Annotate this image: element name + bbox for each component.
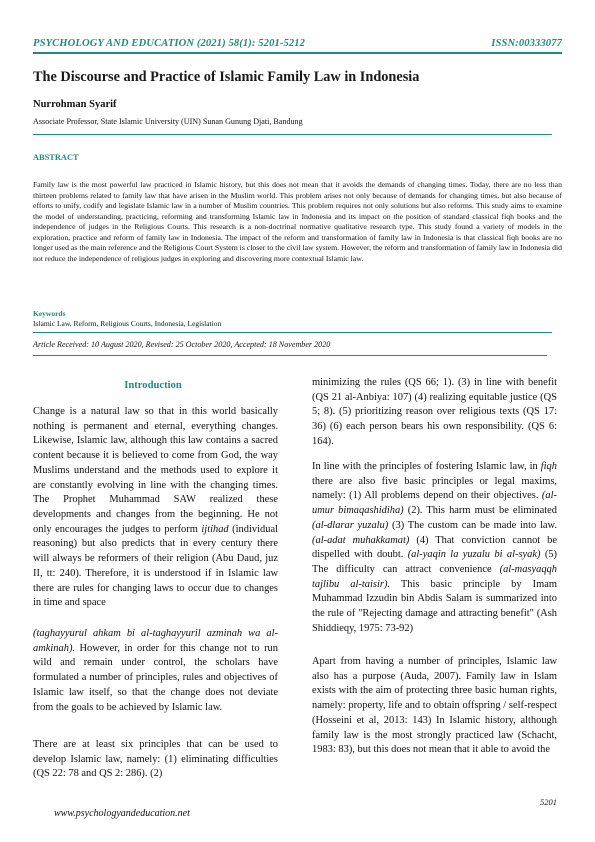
maxim-5: (al-masyaqqh tajlibu al-taisir).	[312, 564, 557, 590]
intro-paragraph-2	[33, 738, 278, 782]
maxim-4: (al-yaqin la yuzalu bi al-syak)	[407, 549, 541, 561]
c2p2-text-c: (2). This harm must be eliminated	[403, 505, 557, 517]
intro-p1-text-c: However, in order for this change not to run wild and remain under control, the scholars have formulated a number of principles, rules and objectives of Islamic law itself, so that the change does not deviate from the goals to be achieved by Islamic law.	[33, 642, 278, 713]
c2p2-text-d: (3) The custom can be made into law.	[388, 519, 557, 531]
introduction-heading: Introduction	[124, 380, 182, 391]
keywords-rule	[33, 332, 552, 333]
article-title: The Discourse and Practice of Islamic Family Law in Indonesia	[33, 69, 420, 85]
maxim-3: (al-adat muhakkamat)	[312, 534, 410, 546]
c2p2-text-e: (4) That conviction cannot be dispelled with doubt.	[312, 534, 557, 561]
intro-p1-text-b: (individual reasoning) but also predicts that in every century there will always be reformers of their religion (Abu Daud, juz II, tt: 240). Therefore, it is understood if in Islamic law there are rules for changing laws to occur due to changes in time and space	[33, 523, 278, 609]
issn: ISSN:00333077	[491, 38, 562, 49]
keywords-text: Islamic Law, Reform, Religious Courts, Indonesia, Legislation	[33, 319, 222, 328]
running-header	[33, 38, 562, 49]
c2p2-text-g: This basic principle by Imam Muhammad Izzudin bin Abdis Salam is summarized into the rule of "Rejecting damage and attracting benefit" (Ash Shiddieqy, 1975: 73-92)	[312, 578, 557, 634]
header-rule	[33, 52, 562, 54]
term-fiqh: fiqh	[540, 461, 557, 472]
legal-maxim-change: (taghayyurul ahkam bi al-taghayyuril azminah wa al-amkinah).	[33, 628, 278, 654]
dates-rule	[33, 355, 547, 356]
column2-paragraph-2	[312, 460, 557, 637]
author-affiliation: Associate Professor, State Islamic University (UIN) Sunan Gunung Djati, Bandung	[33, 117, 303, 126]
intro-p2-text: There are at least six principles that can be used to develop Islamic law, namely: (1) eliminating difficulties (QS 22: 78 and QS 2: 286). (2)	[33, 739, 278, 780]
page-number: 5201	[540, 797, 557, 807]
column2-paragraph-1	[312, 376, 557, 450]
abstract-text: Family law is the most powerful law practiced in Islamic history, but this does not mean that it avoids the demands of changing times. Today, there are no less than thirteen problems related to family law that have arisen in the Muslim world. This problem arises not only because of demands for changing times, but also because of efforts to unify, codify and legislate Islamic law in a number of Muslim countries. This problem requires not only solutions but also reforms. This study aims to examine the model of understanding, practicing, reforming and transforming Islamic law in Indonesia and its impact on the position of standard classical fiqh books and the independence of judges in the Religious Courts. This research is a non-doctrinal normative qualitative research type. This study found a variety of models in the exploration, practice and reform of family law in Indonesia. The impact of the reform and transformation of family law in Indonesia is that classical fiqh books are no longer used as the main reference and the Religious Court System is closer to the civil law system. However, the reform and transformation of family law in Indonesia did not reduce the independence of religious judges in exploring and discovering more contextual Islamic law.	[33, 180, 562, 263]
abstract-heading: ABSTRACT	[33, 153, 79, 162]
affiliation-rule	[33, 134, 552, 135]
column2-p1-text: minimizing the rules (QS 66; 1). (3) in line with benefit (QS 21 al-Anbiya: 107) (4) realizing equitable justice (QS 5; 8). (5) prioritizing reason over religious texts (QS 17: 36) (6) each person bears his own responsibility. (QS 6: 164).	[312, 377, 557, 447]
c2p2-text-f: (5) The difficulty can attract convenience	[312, 549, 557, 576]
column2-paragraph-3	[312, 655, 557, 758]
article-dates: Article Received: 10 August 2020, Revised: 25 October 2020, Accepted: 18 November 2020	[33, 340, 331, 349]
maxim-1: (al-umur bimaqashidiha)	[312, 490, 557, 517]
keywords-heading: Keywords	[33, 309, 66, 318]
journal-url[interactable]: www.psychologyandeducation.net	[54, 808, 190, 819]
c2p2-text-b: there are also five basic principles or legal maxims, namely: (1) All problems depend on their objectives.	[312, 475, 557, 502]
journal-citation: PSYCHOLOGY AND EDUCATION (2021) 58(1): 5201-5212	[33, 38, 306, 49]
c2p2-text-a: In line with the principles of fostering Islamic law, in	[312, 461, 541, 472]
intro-p1-text-a: Change is a natural law so that in this world basically nothing is permanent and eternal, everything changes. Likewise, Islamic law, although this law contains a sacred content because it is believed to come from God, the way Muslims understand and the methods used to explore it are constantly evolving in line with the changing times. The Prophet Muhammad SAW realized these developments and changes from the beginning. He not only encourages the judges to perform	[33, 406, 278, 535]
intro-paragraph-1	[33, 405, 278, 611]
author-name: Nurrohman Syarif	[33, 99, 117, 110]
intro-paragraph-1-cont	[33, 627, 278, 715]
column2-p3-text: Apart from having a number of principles, Islamic law also has a purpose (Auda, 2007). Family law in Islam exists with the aim of protecting three basic human rights, namely: property, life and to obtain offspring / self-respect (Hosseini et al, 2013: 143) In Islamic history, although family law is the most strongly practiced law (Schacht, 1983: 83), but this does not mean that it able to avoid the	[312, 656, 557, 756]
term-ijtihad: ijtihad	[201, 523, 229, 535]
maxim-2: (al-dlarar yuzalu)	[312, 519, 389, 531]
